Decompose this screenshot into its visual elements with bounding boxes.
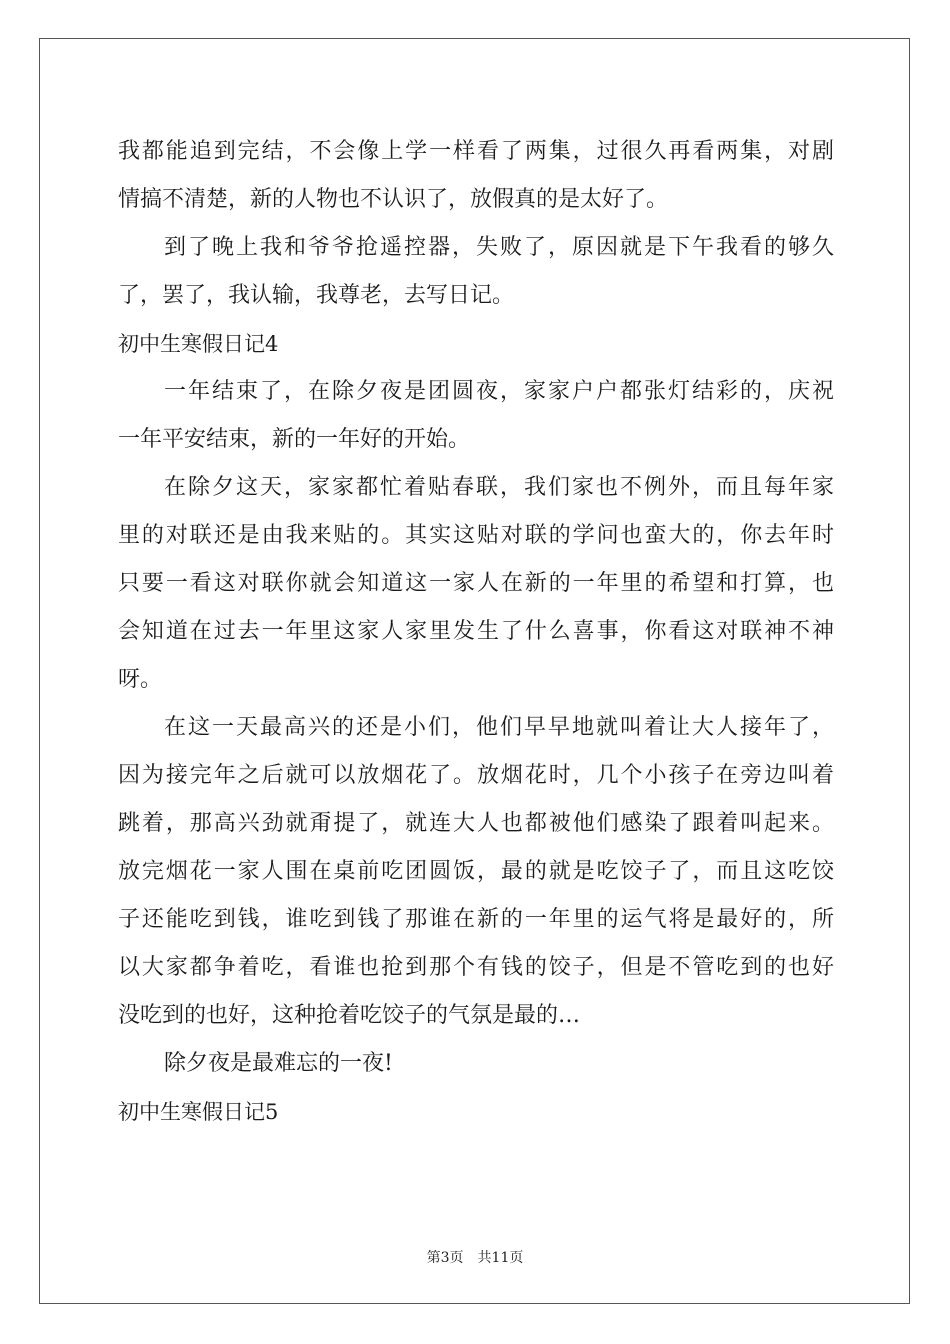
text-line: 在这一天最高兴的还是小们，他们早早地就叫着让大人接年了， [164, 715, 834, 740]
document-body [118, 128, 834, 1136]
page-number: 第3页 [426, 1250, 464, 1266]
text-line: 里的对联还是由我来贴的。其实这贴对联的学问也蛮大的，你去年时 [118, 523, 834, 548]
section-heading: 初中生寒假日记5 [118, 1100, 279, 1124]
text-line: 到了晚上我和爷爷抢遥控器，失败了，原因就是下午我看的够久 [164, 235, 834, 260]
text-line: 除夕夜是最难忘的一夜! [164, 1051, 393, 1076]
section-heading: 初中生寒假日记4 [118, 332, 279, 356]
text-line: 以大家都争着吃，看谁也抢到那个有钱的饺子，但是不管吃到的也好 [118, 955, 834, 980]
text-line: 我都能追到完结，不会像上学一样看了两集，过很久再看两集，对剧 [118, 139, 834, 164]
text-line: 放完烟花一家人围在桌前吃团圆饭，最的就是吃饺子了，而且这吃饺 [118, 859, 834, 884]
text-line: 情搞不清楚，新的人物也不认识了，放假真的是太好了。 [118, 187, 669, 212]
text-line: 跳着，那高兴劲就甭提了，就连大人也都被他们感染了跟着叫起来。 [118, 811, 834, 836]
page-footer [0, 1247, 950, 1267]
text-line: 了，罢了，我认输，我尊老，去写日记。 [118, 283, 515, 308]
page-total: 共11页 [477, 1250, 524, 1266]
text-line: 没吃到的也好，这种抢着吃饺子的气氛是最的… [118, 1003, 581, 1028]
text-line: 呀。 [118, 667, 163, 692]
text-line: 会知道在过去一年里这家人家里发生了什么喜事，你看这对联神不神 [118, 619, 834, 644]
text-line: 子还能吃到钱，谁吃到钱了那谁在新的一年里的运气将是最好的，所 [118, 907, 834, 932]
text-line: 一年结束了，在除夕夜是团圆夜，家家户户都张灯结彩的，庆祝 [164, 379, 834, 404]
text-line: 只要一看这对联你就会知道这一家人在新的一年里的希望和打算，也 [118, 571, 834, 596]
text-line: 因为接完年之后就可以放烟花了。放烟花时，几个小孩子在旁边叫着 [118, 763, 834, 788]
text-line: 一年平安结束，新的一年好的开始。 [118, 427, 471, 452]
text-line: 在除夕这天，家家都忙着贴春联，我们家也不例外，而且每年家 [164, 475, 834, 500]
